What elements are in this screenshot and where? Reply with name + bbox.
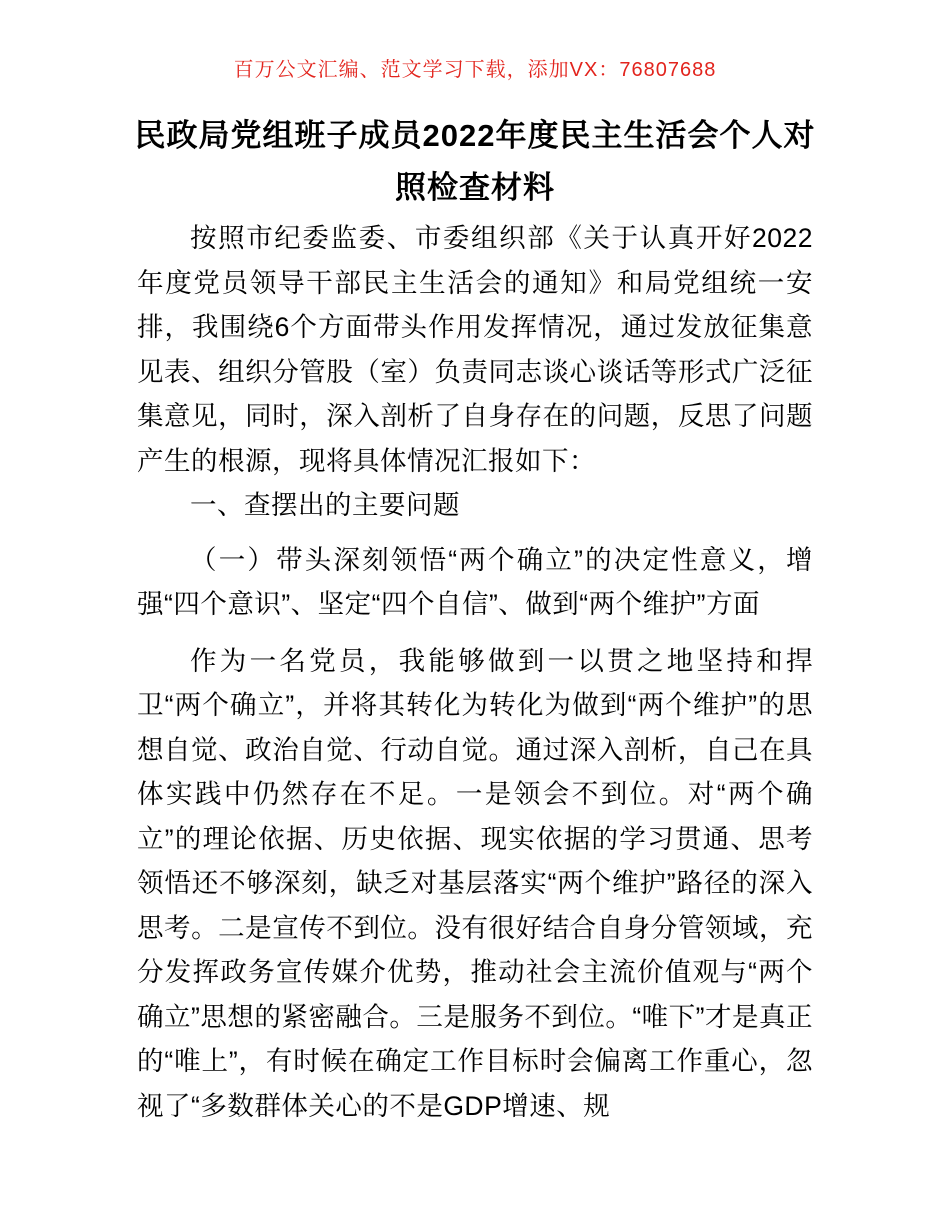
subsection-heading: （一）带头深刻领悟“两个确立”的决定性意义，增强“四个意识”、坚定“四个自信”、做到“两个维护”方面 [137,544,813,619]
promo-watermark-text: 百万公文汇编、范文学习下载，添加VX：76807688 [233,59,717,81]
section-heading: 一、查摆出的主要问题 [190,490,460,520]
document-title: 民政局党组班子成员2022年度民主生活会个人对照检查材料 [134,118,816,205]
paragraph-intro: 按照市纪委监委、市委组织部《关于认真开好2022年度党员领导干部民主生活会的通知》和局党组统一安排，我围绕6个方面带头作用发挥情况，通过发放征集意见表、组织分管股（室）负责同志谈心谈话等形式广泛征集意见，同时，深入剖析了自身存在的问题，反思了问题产生的根源，现将具体情况汇报如下： [137,223,813,476]
paragraph-body: 作为一名党员，我能够做到一以贯之地坚持和捍卫“两个确立”，并将其转化为转化为做到“两个维护”的思想自觉、政治自觉、行动自觉。通过深入剖析，自己在具体实践中仍然存在不足。一是领会不到位。对“两个确立”的理论依据、历史依据、现实依据的学习贯通、思考领悟还不够深刻，缺乏对基层落实“两个维护”路径的深入思考。二是宣传不到位。没有很好结合自身分管领域，充分发挥政务宣传媒介优势，推动社会主流价值观与“两个确立”思想的紧密融合。三是服务不到位。“唯下”才是真正的“唯上”，有时候在确定工作目标时会偏离工作重心，忽视了“多数群体关心的不是GDP增速、规 [137,645,813,1121]
document-body [137,216,813,1128]
